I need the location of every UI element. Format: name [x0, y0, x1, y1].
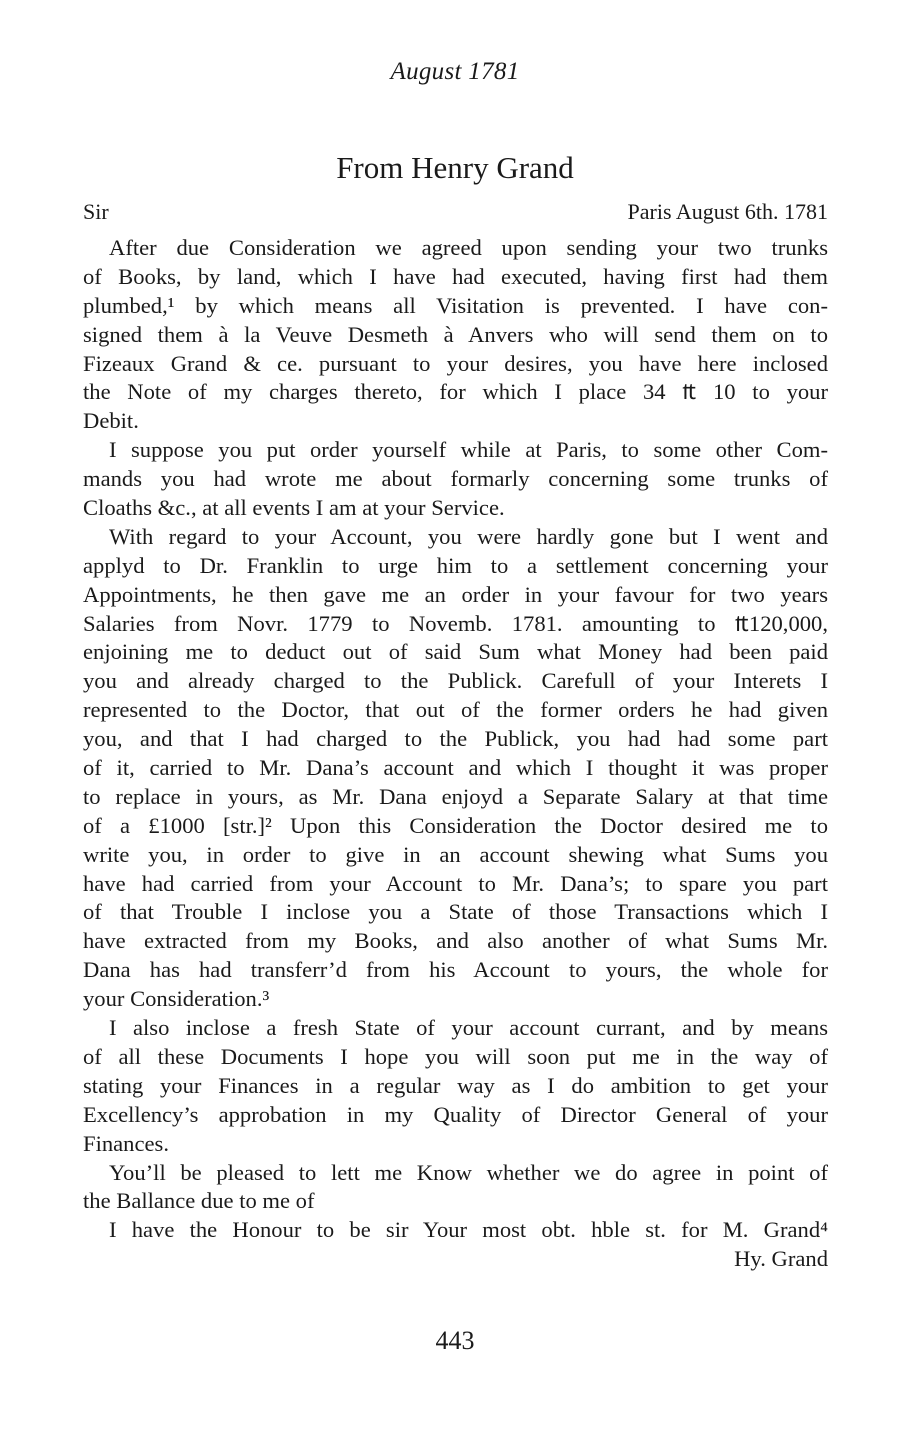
- dateline: Paris August 6th. 1781: [627, 199, 828, 224]
- body-line: After due Consideration we agreed upon sending your two trunks: [109, 235, 828, 260]
- running-head: August 1781: [390, 58, 520, 85]
- body-line: plumbed,¹ by which means all Visitation is prevented. I have con-: [83, 292, 828, 318]
- body-line: mands you had wrote me about formarly concerning some trunks of: [83, 466, 828, 492]
- body-line: you and already charged to the Publick. Carefull of your Interets I: [83, 668, 828, 694]
- page-number: 443: [435, 1326, 475, 1355]
- body-line: You’ll be pleased to lett me Know whether we do agree in point of: [109, 1159, 828, 1185]
- letter-title: From Henry Grand: [336, 150, 574, 185]
- body-line: signed them à la Veuve Desmeth à Anvers who will send them on to: [83, 321, 828, 347]
- body-line: Salaries from Novr. 1779 to Novemb. 1781. amounting to ₶120,000,: [83, 610, 828, 636]
- body-line: enjoining me to deduct out of said Sum what Money had been paid: [83, 639, 828, 665]
- body-line: Cloaths &c., at all events I am at your Service.: [83, 495, 505, 521]
- body-line: Finances.: [83, 1130, 169, 1156]
- body-line: to replace in yours, as Mr. Dana enjoyd a Separate Salary at that time: [83, 783, 828, 809]
- body-line: of that Trouble I inclose you a State of those Transactions which I: [83, 899, 828, 925]
- body-line: have had carried from your Account to Mr. Dana’s; to spare you part: [83, 870, 828, 896]
- body-line: write you, in order to give in an account shewing what Sums you: [83, 841, 828, 867]
- body-line: Fizeaux Grand & ce. pursuant to your desires, you have here inclosed: [83, 350, 828, 376]
- letter-body: [83, 234, 828, 1274]
- body-line: applyd to Dr. Franklin to urge him to a settlement concerning your: [83, 552, 828, 578]
- body-line: represented to the Doctor, that out of the former orders he had given: [83, 697, 828, 723]
- body-line: the Note of my charges thereto, for which I place 34 ₶ 10 to your: [83, 379, 828, 405]
- body-line: I also inclose a fresh State of your account currant, and by means: [109, 1015, 828, 1041]
- body-line: Dana has had transferr’d from his Account to yours, the whole for: [83, 957, 828, 983]
- body-line: you, and that I had charged to the Publick, you had had some part: [83, 726, 828, 752]
- body-line: of all these Documents I hope you will soon put me in the way of: [83, 1043, 828, 1069]
- salutation-row: [83, 199, 828, 227]
- body-line: stating your Finances in a regular way as I do ambition to get your: [83, 1072, 828, 1098]
- salutation: Sir: [83, 199, 109, 224]
- body-line: have extracted from my Books, and also another of what Sums Mr.: [83, 928, 828, 954]
- body-line: With regard to your Account, you were hardly gone but I went and: [109, 523, 828, 549]
- body-line: the Ballance due to me of: [83, 1188, 315, 1214]
- body-line: your Consideration.³: [83, 986, 270, 1012]
- body-line: Excellency’s approbation in my Quality of Director General of your: [83, 1101, 828, 1127]
- body-line: I suppose you put order yourself while at Paris, to some other Com-: [109, 437, 828, 463]
- body-line: of Books, by land, which I have had executed, having first had them: [83, 263, 828, 289]
- signature: Hy. Grand: [734, 1246, 828, 1272]
- body-line: of a £1000 [str.]² Upon this Consideration the Doctor desired me to: [83, 812, 828, 838]
- body-line: Appointments, he then gave me an order in your favour for two years: [83, 581, 828, 607]
- closing-line: I have the Honour to be sir Your most obt. hble st. for M. Grand⁴: [109, 1217, 828, 1243]
- body-line: Debit.: [83, 408, 139, 434]
- body-line: of it, carried to Mr. Dana’s account and which I thought it was proper: [83, 755, 828, 781]
